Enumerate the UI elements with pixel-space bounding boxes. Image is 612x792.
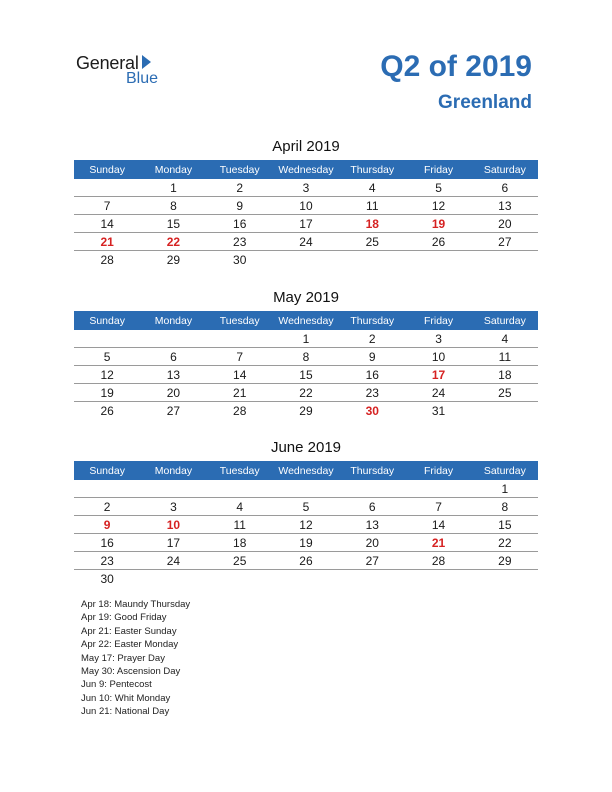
day-cell: 28 bbox=[405, 552, 471, 570]
day-cell: 26 bbox=[405, 233, 471, 251]
day-cell: 15 bbox=[140, 215, 206, 233]
day-cell: 20 bbox=[140, 384, 206, 402]
weekday-header: Wednesday bbox=[273, 160, 339, 179]
day-cell bbox=[472, 402, 538, 420]
weekday-header: Sunday bbox=[74, 311, 140, 330]
day-cell: 10 bbox=[405, 348, 471, 366]
day-cell: 1 bbox=[472, 480, 538, 498]
day-cell bbox=[140, 570, 206, 588]
day-cell: 24 bbox=[273, 233, 339, 251]
day-cell: 30 bbox=[100, 571, 114, 586]
day-cell bbox=[339, 480, 405, 498]
day-cell: 2 bbox=[339, 330, 405, 348]
day-cell: 7 bbox=[405, 498, 471, 516]
day-cell: 6 bbox=[472, 179, 538, 197]
day-cell: 6 bbox=[339, 498, 405, 516]
weekday-header: Monday bbox=[140, 461, 206, 480]
day-cell: 4 bbox=[207, 498, 273, 516]
day-cell: 9 bbox=[207, 197, 273, 215]
day-cell bbox=[472, 570, 538, 588]
weekday-header: Tuesday bbox=[207, 160, 273, 179]
day-cell: 1 bbox=[273, 330, 339, 348]
week-row bbox=[74, 402, 538, 420]
holiday-day-cell: 21 bbox=[74, 233, 140, 251]
day-cell: 30 bbox=[233, 252, 247, 267]
day-cell: 29 bbox=[472, 552, 538, 570]
day-cell bbox=[207, 570, 273, 588]
day-cell: 21 bbox=[207, 384, 273, 402]
day-cell: 29 bbox=[299, 403, 313, 418]
day-cell: 24 bbox=[405, 384, 471, 402]
day-cell: 14 bbox=[74, 215, 140, 233]
day-cell bbox=[207, 330, 273, 348]
day-cell: 20 bbox=[339, 534, 405, 552]
day-cell: 16 bbox=[207, 215, 273, 233]
day-cell: 19 bbox=[74, 384, 140, 402]
week-row bbox=[74, 498, 538, 516]
day-cell bbox=[140, 480, 206, 498]
holiday-day-cell: 22 bbox=[140, 233, 206, 251]
day-cell: 12 bbox=[273, 516, 339, 534]
day-cell: 11 bbox=[207, 516, 273, 534]
weekday-header: Tuesday bbox=[207, 311, 273, 330]
brand-logo bbox=[76, 53, 176, 89]
week-row bbox=[74, 516, 538, 534]
day-cell: 8 bbox=[273, 348, 339, 366]
day-cell: 11 bbox=[472, 348, 538, 366]
day-cell: 13 bbox=[472, 197, 538, 215]
day-cell bbox=[140, 330, 206, 348]
page-title: Q2 of 2019 bbox=[380, 50, 532, 83]
week-row bbox=[74, 179, 538, 197]
month-june bbox=[74, 439, 538, 587]
day-cell: 9 bbox=[339, 348, 405, 366]
weekday-header: Thursday bbox=[339, 311, 405, 330]
weekday-header: Friday bbox=[405, 160, 471, 179]
week-row bbox=[74, 215, 538, 233]
holiday-day-cell: 18 bbox=[339, 215, 405, 233]
weekday-header: Sunday bbox=[74, 461, 140, 480]
month-title: April 2019 bbox=[272, 138, 340, 155]
holiday-item: Jun 10: Whit Monday bbox=[81, 692, 171, 704]
day-cell: 12 bbox=[405, 197, 471, 215]
day-cell bbox=[273, 480, 339, 498]
day-cell: 3 bbox=[140, 498, 206, 516]
day-cell: 14 bbox=[207, 366, 273, 384]
day-cell: 28 bbox=[233, 403, 247, 418]
weekday-header: Friday bbox=[405, 461, 471, 480]
day-cell: 6 bbox=[140, 348, 206, 366]
day-cell: 14 bbox=[405, 516, 471, 534]
day-cell: 28 bbox=[100, 252, 114, 267]
holiday-item: Apr 18: Maundy Thursday bbox=[81, 599, 191, 610]
day-cell: 7 bbox=[74, 197, 140, 215]
week-row bbox=[74, 384, 538, 402]
holiday-item: Apr 21: Easter Sunday bbox=[81, 625, 177, 637]
week-row bbox=[74, 197, 538, 215]
week-row bbox=[74, 233, 538, 251]
weekday-header: Tuesday bbox=[207, 461, 273, 480]
day-cell bbox=[339, 251, 405, 269]
week-row bbox=[74, 534, 538, 552]
holiday-day-cell: 10 bbox=[140, 516, 206, 534]
holiday-list bbox=[81, 598, 190, 719]
holiday-day-cell: 30 bbox=[365, 403, 379, 418]
day-cell: 5 bbox=[74, 348, 140, 366]
weekday-header: Saturday bbox=[472, 160, 538, 179]
weekday-header: Wednesday bbox=[273, 311, 339, 330]
day-cell: 29 bbox=[166, 252, 181, 267]
day-cell bbox=[273, 251, 339, 269]
day-cell: 16 bbox=[339, 366, 405, 384]
day-cell: 23 bbox=[74, 552, 140, 570]
day-cell bbox=[207, 480, 273, 498]
holiday-item: May 17: Prayer Day bbox=[81, 652, 165, 664]
weekday-header: Wednesday bbox=[273, 461, 339, 480]
day-cell: 3 bbox=[273, 179, 339, 197]
holiday-item: Apr 19: Good Friday bbox=[81, 612, 167, 624]
weekday-header: Monday bbox=[140, 160, 206, 179]
day-cell: 24 bbox=[140, 552, 206, 570]
holiday-item: Jun 9: Pentecost bbox=[81, 679, 152, 691]
day-cell: 23 bbox=[339, 384, 405, 402]
day-cell: 10 bbox=[273, 197, 339, 215]
day-cell: 2 bbox=[207, 179, 273, 197]
week-row bbox=[74, 366, 538, 384]
week-row bbox=[74, 480, 538, 498]
day-cell: 25 bbox=[472, 384, 538, 402]
day-cell: 26 bbox=[100, 403, 114, 418]
month-title: May 2019 bbox=[273, 289, 339, 306]
day-cell: 13 bbox=[339, 516, 405, 534]
day-cell bbox=[74, 179, 140, 197]
day-cell: 8 bbox=[140, 197, 206, 215]
day-cell: 8 bbox=[472, 498, 538, 516]
day-cell: 5 bbox=[273, 498, 339, 516]
day-cell: 13 bbox=[140, 366, 206, 384]
day-cell: 23 bbox=[207, 233, 273, 251]
week-row bbox=[74, 251, 538, 269]
day-cell bbox=[472, 251, 538, 269]
day-cell: 4 bbox=[339, 179, 405, 197]
week-row bbox=[74, 330, 538, 348]
day-cell: 11 bbox=[339, 197, 405, 215]
day-cell bbox=[405, 570, 471, 588]
week-row bbox=[74, 570, 538, 588]
holiday-day-cell: 21 bbox=[405, 534, 471, 552]
day-cell: 18 bbox=[472, 366, 538, 384]
weekday-header: Friday bbox=[405, 311, 471, 330]
month-title: June 2019 bbox=[270, 439, 342, 456]
month-may bbox=[74, 289, 538, 419]
day-cell: 18 bbox=[207, 534, 273, 552]
day-cell: 25 bbox=[207, 552, 273, 570]
holiday-item: May 30: Ascension Day bbox=[81, 665, 181, 677]
calendar-grid bbox=[74, 311, 538, 419]
day-cell: 26 bbox=[273, 552, 339, 570]
day-cell bbox=[74, 330, 140, 348]
day-cell: 19 bbox=[273, 534, 339, 552]
holiday-day-cell: 19 bbox=[405, 215, 471, 233]
country-subtitle: Greenland bbox=[438, 92, 532, 113]
holiday-item: Apr 22: Easter Monday bbox=[81, 639, 179, 651]
day-cell: 12 bbox=[74, 366, 140, 384]
day-cell: 15 bbox=[472, 516, 538, 534]
day-cell bbox=[339, 570, 405, 588]
weekday-header: Sunday bbox=[74, 160, 140, 179]
weekday-header: Thursday bbox=[339, 461, 405, 480]
day-cell bbox=[405, 480, 471, 498]
day-cell: 5 bbox=[405, 179, 471, 197]
day-cell: 1 bbox=[140, 179, 206, 197]
day-cell: 17 bbox=[140, 534, 206, 552]
day-cell: 22 bbox=[273, 384, 339, 402]
day-cell bbox=[74, 480, 140, 498]
weekday-header: Monday bbox=[140, 311, 206, 330]
day-cell: 27 bbox=[339, 552, 405, 570]
week-row bbox=[74, 348, 538, 366]
day-cell: 20 bbox=[472, 215, 538, 233]
day-cell: 27 bbox=[472, 233, 538, 251]
holiday-item: Jun 21: National Day bbox=[81, 706, 170, 718]
day-cell: 22 bbox=[472, 534, 538, 552]
day-cell bbox=[405, 251, 471, 269]
day-cell bbox=[273, 570, 339, 588]
logo-text-general: General bbox=[76, 53, 139, 73]
day-cell: 16 bbox=[74, 534, 140, 552]
calendar-grid bbox=[74, 461, 538, 587]
day-cell: 7 bbox=[207, 348, 273, 366]
day-cell: 31 bbox=[431, 403, 446, 418]
day-cell: 2 bbox=[74, 498, 140, 516]
day-cell: 25 bbox=[339, 233, 405, 251]
weekday-header: Thursday bbox=[339, 160, 405, 179]
holiday-day-cell: 9 bbox=[74, 516, 140, 534]
day-cell: 27 bbox=[166, 403, 181, 418]
weekday-header: Saturday bbox=[472, 461, 538, 480]
logo-text-blue: Blue bbox=[126, 70, 159, 87]
holiday-day-cell: 17 bbox=[405, 366, 471, 384]
logo-triangle-icon bbox=[142, 55, 151, 69]
day-cell: 17 bbox=[273, 215, 339, 233]
day-cell: 3 bbox=[405, 330, 471, 348]
month-april bbox=[74, 138, 538, 268]
weekday-header: Saturday bbox=[472, 311, 538, 330]
week-row bbox=[74, 552, 538, 570]
day-cell: 15 bbox=[273, 366, 339, 384]
calendar-grid bbox=[74, 160, 538, 268]
day-cell: 4 bbox=[472, 330, 538, 348]
